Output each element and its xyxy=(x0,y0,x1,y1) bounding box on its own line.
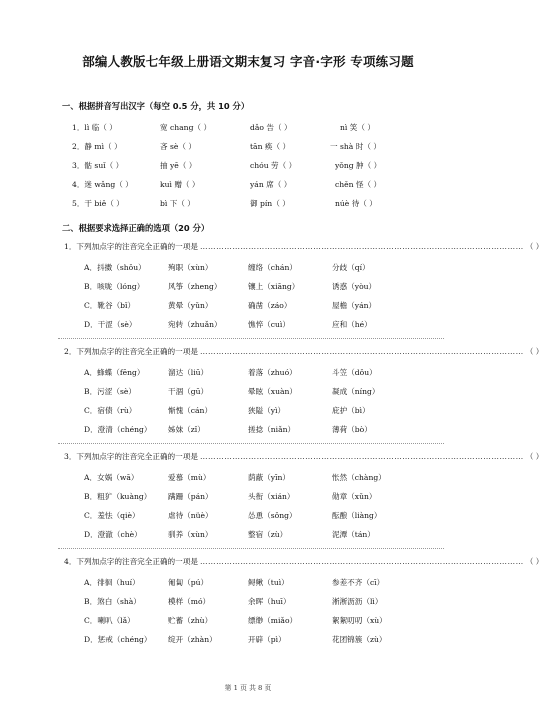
pinyin-item: 宽 chang（ ） xyxy=(160,123,212,132)
option-d: D．干涩（sè） xyxy=(84,320,137,329)
answer-blank: （ ） xyxy=(525,242,543,251)
option-word: 溜达（liū） xyxy=(168,368,209,377)
option-word: 干涸（gū） xyxy=(168,387,209,396)
pinyin-item: yán 席（ ） xyxy=(250,180,292,189)
pinyin-item: 一 shà 时（ ） xyxy=(330,142,381,151)
option-word: 晕眩（xuàn） xyxy=(248,387,297,396)
section-1-heading: 一、根据拼音写出汉字（每空 0.5 分，共 10 分） xyxy=(62,101,250,111)
leader-dots: ………………………………………………………………………………………………………… xyxy=(199,452,524,461)
option-c: C．羞怯（qiè） xyxy=(84,511,140,520)
pinyin-item: yǒng 肿（ ） xyxy=(335,161,382,170)
option-word: 荫蔽（yīn） xyxy=(248,473,290,482)
option-word: 庇护（bì） xyxy=(332,406,370,415)
question-stem xyxy=(64,241,543,252)
option-word: 勋章（xǔn） xyxy=(332,492,377,501)
option-word: 泥潭（tán） xyxy=(332,530,375,539)
option-a: A．女娲（wā） xyxy=(84,473,139,482)
option-word: 缥缈（miǎo） xyxy=(248,616,298,625)
option-a: A．蜂蝶（fēng） xyxy=(84,368,145,377)
option-word: 应和（hé） xyxy=(332,320,372,329)
option-word: 开辟（pì） xyxy=(248,635,286,644)
option-word: 凝成（níng） xyxy=(332,387,380,396)
option-word: 分歧（qí） xyxy=(332,263,370,272)
option-word: 殉职（xùn） xyxy=(168,263,213,272)
option-word: 宛转（zhuǎn） xyxy=(168,320,222,329)
pinyin-item: 2．静 mì（ ） xyxy=(72,142,122,151)
pinyin-item: 1．lì 临（ ） xyxy=(72,123,117,132)
option-word: 薄荷（bò） xyxy=(332,425,372,434)
option-d: D．澄澈（chè） xyxy=(84,530,142,539)
option-word: 姊妹（zǐ） xyxy=(168,425,205,434)
option-word: 缠络（chán） xyxy=(248,263,297,272)
option-word: 斗笠（dǒu） xyxy=(332,368,377,377)
question-divider xyxy=(58,548,444,549)
pinyin-item: núè 待（ ） xyxy=(335,199,377,208)
option-word: 余晖（huī） xyxy=(248,597,291,606)
option-c: C．喇叭（lǎ） xyxy=(84,616,135,625)
option-word: 絮絮叨叨（xù） xyxy=(332,616,387,625)
leader-dots: ………………………………………………………………………………………………………… xyxy=(199,242,524,251)
option-b: B．污涩（sè） xyxy=(84,387,136,396)
option-d: D．惩戒（chéng） xyxy=(84,635,152,644)
question-text: 2．下列加点字的注音完全正确的一项是 xyxy=(64,347,198,356)
option-word: 着落（zhuó） xyxy=(248,368,297,377)
pinyin-item: bì 下（ ） xyxy=(160,199,195,208)
option-d: D．澄清（chéng） xyxy=(84,425,152,434)
question-text: 1．下列加点字的注音完全正确的一项是 xyxy=(64,242,198,251)
page-title: 部编人教版七年级上册语文期末复习 字音·字形 专项练习题 xyxy=(82,54,414,69)
answer-blank: （ ） xyxy=(525,452,543,461)
option-word: 诱惑（yòu） xyxy=(332,282,377,291)
option-word: 蹒跚（pán） xyxy=(168,492,213,501)
pinyin-item: kuì 赠（ ） xyxy=(160,180,200,189)
question-divider xyxy=(58,443,444,444)
pinyin-item: 御 pín（ ） xyxy=(250,199,290,208)
option-word: 黄晕（yǔn） xyxy=(168,301,213,310)
option-word: 镶上（xiāng） xyxy=(248,282,300,291)
pinyin-item: 4．迷 wǎng（ ） xyxy=(72,180,133,189)
option-b: B．粗犷（kuàng） xyxy=(84,492,152,501)
option-word: 风筝（zheng） xyxy=(168,282,222,291)
option-a: A．徘徊（huí） xyxy=(84,578,140,587)
option-word: 模样（mó） xyxy=(168,597,211,606)
pinyin-item: 3．骷 suǐ（ ） xyxy=(72,161,124,170)
pinyin-item: dǎo 告（ ） xyxy=(250,123,292,132)
option-word: 憔悴（cuì） xyxy=(248,320,290,329)
option-word: 屋檐（yán） xyxy=(332,301,377,310)
answer-blank: （ ） xyxy=(525,557,543,566)
question-divider xyxy=(58,338,444,339)
pinyin-item: 吝 sè（ ） xyxy=(160,142,196,151)
option-word: 虐待（nüè） xyxy=(168,511,213,520)
option-a: A．抖擞（shǒu） xyxy=(84,263,146,272)
answer-blank: （ ） xyxy=(525,347,543,356)
section-2-heading: 二、根据要求选择正确的选项（20 分） xyxy=(62,223,210,233)
option-word: 花团锦簇（zù） xyxy=(332,635,387,644)
option-c: C．宿债（rù） xyxy=(84,406,137,415)
option-word: 怅然（chàng） xyxy=(332,473,386,482)
option-word: 鲟鳅（tuì） xyxy=(248,578,289,587)
option-word: 头衔（xián） xyxy=(248,492,295,501)
page-footer: 第 1 页 共 8 页 xyxy=(224,684,272,692)
leader-dots: ………………………………………………………………………………………………………… xyxy=(199,557,524,566)
pinyin-item: 抽 yē（ ） xyxy=(160,161,197,170)
leader-dots: ………………………………………………………………………………………………………… xyxy=(199,347,524,356)
pinyin-item: 5．干 biě（ ） xyxy=(72,199,124,208)
pinyin-item: chěn 怪（ ） xyxy=(335,180,382,189)
option-word: 搓捻（niǎn） xyxy=(248,425,296,434)
pinyin-item: nì 笑（ ） xyxy=(340,123,375,132)
option-word: 参差不齐（cī） xyxy=(332,578,385,587)
option-word: 酝酿（liàng） xyxy=(332,511,382,520)
question-stem xyxy=(64,451,543,462)
pinyin-item: tān 痪（ ） xyxy=(250,142,291,151)
option-word: 狭隘（yì） xyxy=(248,406,286,415)
question-stem xyxy=(64,346,543,357)
question-text: 4．下列加点字的注音完全正确的一项是 xyxy=(64,557,198,566)
option-word: 怂恿（sǒng） xyxy=(248,511,297,520)
option-b: B．煞白（shà） xyxy=(84,597,141,606)
option-c: C．靴谷（bǐ） xyxy=(84,301,136,310)
question-text: 3．下列加点字的注音完全正确的一项是 xyxy=(64,452,198,461)
option-word: 匍匐（pú） xyxy=(168,578,209,587)
option-word: 淅淅沥沥（lì） xyxy=(332,597,383,606)
option-word: 确凿（záo） xyxy=(248,301,292,310)
question-stem xyxy=(64,556,543,567)
option-b: B．咳咙（lóng） xyxy=(84,282,145,291)
option-word: 惭愧（cán） xyxy=(168,406,213,415)
pinyin-item: chóu 劳（ ） xyxy=(250,161,297,170)
option-word: 整宿（zù） xyxy=(248,530,288,539)
option-word: 绽开（zhàn） xyxy=(168,635,217,644)
option-word: 驯养（xùn） xyxy=(168,530,213,539)
option-word: 贮蓄（zhù） xyxy=(168,616,213,625)
option-word: 爱慕（mù） xyxy=(168,473,211,482)
